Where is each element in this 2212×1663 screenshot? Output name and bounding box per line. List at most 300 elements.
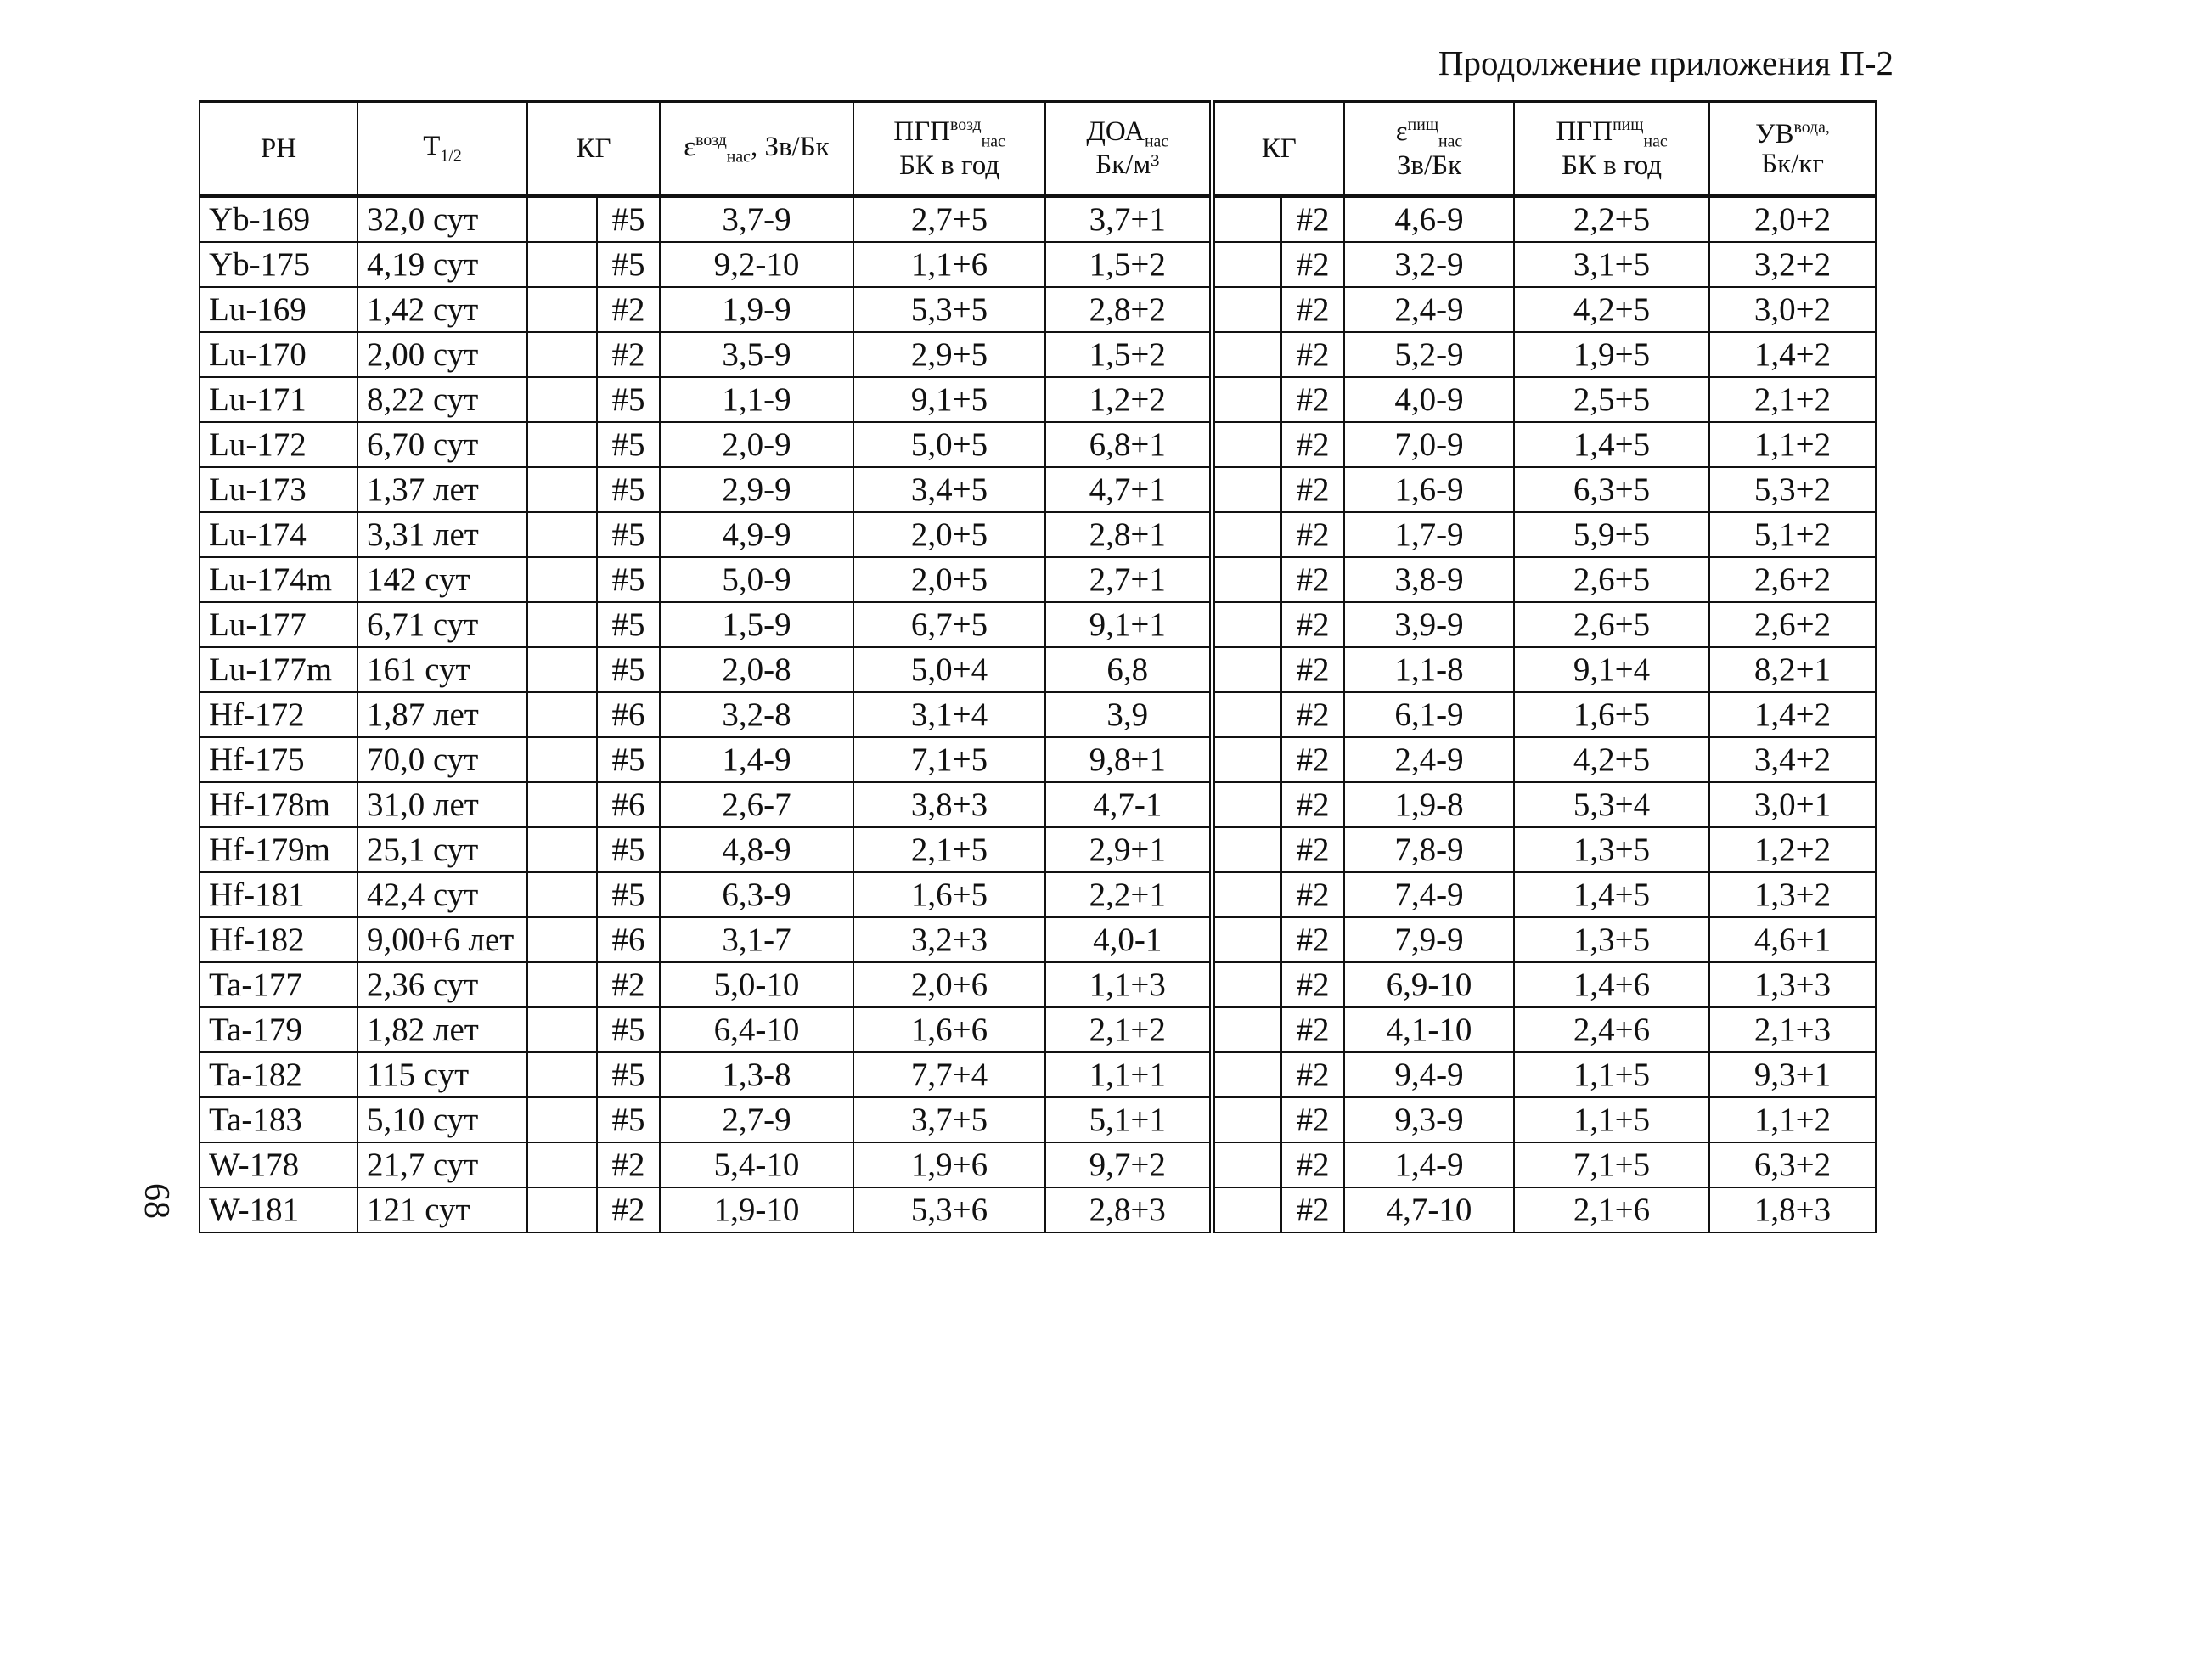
cell-halflife: 3,31 лет bbox=[357, 512, 527, 557]
cell-eps-air: 3,7-9 bbox=[660, 196, 853, 242]
cell-rn: Lu-174m bbox=[200, 557, 357, 602]
cell-eps-food: 4,6-9 bbox=[1344, 196, 1514, 242]
radionuclide-table bbox=[199, 100, 1877, 1233]
cell-empty bbox=[527, 1187, 597, 1232]
cell-empty bbox=[527, 1052, 597, 1097]
cell-uv: 2,6+2 bbox=[1709, 602, 1876, 647]
cell-pgp-food: 4,2+5 bbox=[1514, 737, 1709, 782]
cell-doa: 2,8+3 bbox=[1045, 1187, 1212, 1232]
cell-kg-air: #2 bbox=[597, 962, 660, 1007]
cell-pgp-air: 1,9+6 bbox=[853, 1142, 1045, 1187]
cell-eps-air: 3,2-8 bbox=[660, 692, 853, 737]
cell-kg-air: #5 bbox=[597, 827, 660, 872]
table-row bbox=[200, 692, 1876, 737]
table-row bbox=[200, 827, 1876, 872]
cell-halflife: 21,7 сут bbox=[357, 1142, 527, 1187]
cell-pgp-food: 1,1+5 bbox=[1514, 1052, 1709, 1097]
cell-halflife: 25,1 сут bbox=[357, 827, 527, 872]
cell-halflife: 115 сут bbox=[357, 1052, 527, 1097]
cell-kg-air: #6 bbox=[597, 692, 660, 737]
cell-pgp-air: 2,0+6 bbox=[853, 962, 1045, 1007]
header-pgp-air: $ПГП^{возд}_{нас}$ БК в год bbox=[853, 102, 1045, 197]
table-row bbox=[200, 962, 1876, 1007]
cell-empty bbox=[527, 512, 597, 557]
cell-empty bbox=[1212, 917, 1281, 962]
cell-halflife: 9,00+6 лет bbox=[357, 917, 527, 962]
cell-rn: Lu-177 bbox=[200, 602, 357, 647]
cell-rn: Lu-172 bbox=[200, 422, 357, 467]
cell-eps-food: 1,6-9 bbox=[1344, 467, 1514, 512]
cell-pgp-air: 3,4+5 bbox=[853, 467, 1045, 512]
cell-pgp-air: 2,0+5 bbox=[853, 557, 1045, 602]
cell-uv: 5,3+2 bbox=[1709, 467, 1876, 512]
table-row bbox=[200, 242, 1876, 287]
cell-eps-food: 2,4-9 bbox=[1344, 287, 1514, 332]
cell-empty bbox=[527, 422, 597, 467]
cell-doa: 2,1+2 bbox=[1045, 1007, 1212, 1052]
cell-pgp-food: 5,9+5 bbox=[1514, 512, 1709, 557]
cell-eps-food: 9,4-9 bbox=[1344, 1052, 1514, 1097]
cell-empty bbox=[527, 917, 597, 962]
cell-eps-food: 7,9-9 bbox=[1344, 917, 1514, 962]
cell-pgp-air: 6,7+5 bbox=[853, 602, 1045, 647]
table-row bbox=[200, 467, 1876, 512]
cell-empty bbox=[527, 827, 597, 872]
cell-empty bbox=[527, 1097, 597, 1142]
cell-doa: 2,8+1 bbox=[1045, 512, 1212, 557]
cell-uv: 3,2+2 bbox=[1709, 242, 1876, 287]
cell-halflife: 6,71 сут bbox=[357, 602, 527, 647]
cell-rn: Lu-171 bbox=[200, 377, 357, 422]
cell-empty bbox=[527, 467, 597, 512]
cell-kg-air: #2 bbox=[597, 1187, 660, 1232]
cell-halflife: 2,36 сут bbox=[357, 962, 527, 1007]
cell-rn: Ta-177 bbox=[200, 962, 357, 1007]
cell-empty bbox=[1212, 827, 1281, 872]
cell-eps-air: 4,9-9 bbox=[660, 512, 853, 557]
cell-eps-food: 2,4-9 bbox=[1344, 737, 1514, 782]
cell-eps-air: 2,9-9 bbox=[660, 467, 853, 512]
cell-pgp-air: 2,0+5 bbox=[853, 512, 1045, 557]
cell-halflife: 31,0 лет bbox=[357, 782, 527, 827]
page-number: 68 bbox=[137, 1183, 176, 1219]
header-eps-food: $\varepsilon^{пищ}_{нас}$ Зв/Бк bbox=[1344, 102, 1514, 197]
cell-empty bbox=[1212, 872, 1281, 917]
cell-empty bbox=[527, 242, 597, 287]
cell-pgp-food: 2,6+5 bbox=[1514, 557, 1709, 602]
cell-empty bbox=[527, 287, 597, 332]
cell-kg-air: #5 bbox=[597, 422, 660, 467]
cell-empty bbox=[1212, 782, 1281, 827]
cell-kg-food: #2 bbox=[1281, 287, 1344, 332]
cell-doa: 2,8+2 bbox=[1045, 287, 1212, 332]
cell-pgp-food: 3,1+5 bbox=[1514, 242, 1709, 287]
cell-halflife: 1,42 сут bbox=[357, 287, 527, 332]
cell-kg-air: #5 bbox=[597, 242, 660, 287]
cell-empty bbox=[527, 692, 597, 737]
cell-doa: 3,7+1 bbox=[1045, 196, 1212, 242]
cell-doa: 1,2+2 bbox=[1045, 377, 1212, 422]
header-halflife: $T_{1/2}$ bbox=[357, 102, 527, 197]
cell-empty bbox=[1212, 332, 1281, 377]
cell-halflife: 121 сут bbox=[357, 1187, 527, 1232]
cell-pgp-food: 2,4+6 bbox=[1514, 1007, 1709, 1052]
cell-pgp-food: 1,4+5 bbox=[1514, 872, 1709, 917]
cell-kg-air: #5 bbox=[597, 737, 660, 782]
cell-pgp-air: 5,3+6 bbox=[853, 1187, 1045, 1232]
cell-doa: 2,9+1 bbox=[1045, 827, 1212, 872]
cell-uv: 1,1+2 bbox=[1709, 422, 1876, 467]
cell-halflife: 142 сут bbox=[357, 557, 527, 602]
cell-uv: 1,4+2 bbox=[1709, 332, 1876, 377]
cell-kg-air: #5 bbox=[597, 467, 660, 512]
cell-pgp-air: 5,0+5 bbox=[853, 422, 1045, 467]
cell-doa: 5,1+1 bbox=[1045, 1097, 1212, 1142]
cell-pgp-food: 1,3+5 bbox=[1514, 917, 1709, 962]
cell-uv: 2,1+2 bbox=[1709, 377, 1876, 422]
cell-kg-food: #2 bbox=[1281, 557, 1344, 602]
cell-eps-air: 1,3-8 bbox=[660, 1052, 853, 1097]
cell-pgp-air: 3,8+3 bbox=[853, 782, 1045, 827]
cell-pgp-food: 7,1+5 bbox=[1514, 1142, 1709, 1187]
cell-pgp-air: 7,7+4 bbox=[853, 1052, 1045, 1097]
table-row bbox=[200, 422, 1876, 467]
cell-pgp-air: 2,7+5 bbox=[853, 196, 1045, 242]
cell-empty bbox=[1212, 512, 1281, 557]
cell-kg-food: #2 bbox=[1281, 602, 1344, 647]
header-doa: $ДОА_{нас}$ Бк/м³ bbox=[1045, 102, 1212, 197]
cell-empty bbox=[527, 872, 597, 917]
cell-doa: 6,8 bbox=[1045, 647, 1212, 692]
table-row bbox=[200, 782, 1876, 827]
cell-pgp-air: 3,7+5 bbox=[853, 1097, 1045, 1142]
cell-doa: 1,5+2 bbox=[1045, 242, 1212, 287]
cell-rn: Lu-173 bbox=[200, 467, 357, 512]
cell-kg-food: #2 bbox=[1281, 1052, 1344, 1097]
cell-pgp-food: 1,4+5 bbox=[1514, 422, 1709, 467]
cell-halflife: 1,37 лет bbox=[357, 467, 527, 512]
cell-empty bbox=[527, 1142, 597, 1187]
cell-uv: 4,6+1 bbox=[1709, 917, 1876, 962]
table-row bbox=[200, 377, 1876, 422]
cell-kg-food: #2 bbox=[1281, 332, 1344, 377]
cell-halflife: 8,22 сут bbox=[357, 377, 527, 422]
cell-rn: W-178 bbox=[200, 1142, 357, 1187]
cell-doa: 2,7+1 bbox=[1045, 557, 1212, 602]
cell-empty bbox=[527, 782, 597, 827]
cell-pgp-food: 9,1+4 bbox=[1514, 647, 1709, 692]
cell-empty bbox=[527, 602, 597, 647]
cell-empty bbox=[527, 962, 597, 1007]
cell-empty bbox=[1212, 377, 1281, 422]
cell-kg-air: #2 bbox=[597, 287, 660, 332]
cell-doa: 1,5+2 bbox=[1045, 332, 1212, 377]
cell-halflife: 70,0 сут bbox=[357, 737, 527, 782]
cell-kg-food: #2 bbox=[1281, 377, 1344, 422]
cell-eps-air: 2,0-8 bbox=[660, 647, 853, 692]
cell-eps-air: 1,9-9 bbox=[660, 287, 853, 332]
cell-pgp-food: 2,2+5 bbox=[1514, 196, 1709, 242]
cell-empty bbox=[1212, 647, 1281, 692]
cell-rn: Lu-169 bbox=[200, 287, 357, 332]
table-row bbox=[200, 512, 1876, 557]
cell-kg-air: #5 bbox=[597, 602, 660, 647]
cell-rn: Yb-175 bbox=[200, 242, 357, 287]
cell-eps-air: 2,7-9 bbox=[660, 1097, 853, 1142]
cell-doa: 2,2+1 bbox=[1045, 872, 1212, 917]
cell-doa: 3,9 bbox=[1045, 692, 1212, 737]
cell-eps-air: 3,1-7 bbox=[660, 917, 853, 962]
cell-empty bbox=[1212, 602, 1281, 647]
cell-empty bbox=[527, 557, 597, 602]
cell-eps-food: 4,7-10 bbox=[1344, 1187, 1514, 1232]
cell-uv: 9,3+1 bbox=[1709, 1052, 1876, 1097]
cell-kg-air: #5 bbox=[597, 196, 660, 242]
cell-empty bbox=[1212, 1142, 1281, 1187]
cell-eps-food: 6,9-10 bbox=[1344, 962, 1514, 1007]
cell-eps-food: 4,0-9 bbox=[1344, 377, 1514, 422]
cell-pgp-food: 1,9+5 bbox=[1514, 332, 1709, 377]
cell-empty bbox=[1212, 962, 1281, 1007]
cell-empty bbox=[1212, 196, 1281, 242]
table-row bbox=[200, 1007, 1876, 1052]
cell-halflife: 2,00 сут bbox=[357, 332, 527, 377]
cell-eps-air: 3,5-9 bbox=[660, 332, 853, 377]
cell-pgp-air: 3,1+4 bbox=[853, 692, 1045, 737]
cell-empty bbox=[1212, 1097, 1281, 1142]
cell-eps-food: 7,0-9 bbox=[1344, 422, 1514, 467]
cell-kg-air: #5 bbox=[597, 557, 660, 602]
cell-empty bbox=[1212, 1187, 1281, 1232]
cell-kg-food: #2 bbox=[1281, 647, 1344, 692]
cell-eps-food: 1,1-8 bbox=[1344, 647, 1514, 692]
table-row bbox=[200, 1052, 1876, 1097]
cell-kg-air: #5 bbox=[597, 872, 660, 917]
continuation-caption: Продолжение приложения П-2 bbox=[1438, 43, 1894, 82]
cell-kg-air: #6 bbox=[597, 782, 660, 827]
cell-uv: 6,3+2 bbox=[1709, 1142, 1876, 1187]
cell-kg-food: #2 bbox=[1281, 1007, 1344, 1052]
cell-kg-food: #2 bbox=[1281, 422, 1344, 467]
cell-halflife: 6,70 сут bbox=[357, 422, 527, 467]
cell-kg-food: #2 bbox=[1281, 962, 1344, 1007]
table-row bbox=[200, 737, 1876, 782]
cell-kg-food: #2 bbox=[1281, 872, 1344, 917]
cell-doa: 1,1+1 bbox=[1045, 1052, 1212, 1097]
cell-kg-air: #5 bbox=[597, 377, 660, 422]
table-row bbox=[200, 602, 1876, 647]
cell-pgp-air: 1,6+5 bbox=[853, 872, 1045, 917]
header-pgp-food: $ПГП^{пищ}_{нас}$ БК в год bbox=[1514, 102, 1709, 197]
cell-kg-food: #2 bbox=[1281, 827, 1344, 872]
table-row bbox=[200, 557, 1876, 602]
cell-eps-food: 1,9-8 bbox=[1344, 782, 1514, 827]
cell-rn: Hf-182 bbox=[200, 917, 357, 962]
cell-eps-air: 6,4-10 bbox=[660, 1007, 853, 1052]
cell-eps-food: 5,2-9 bbox=[1344, 332, 1514, 377]
cell-halflife: 5,10 сут bbox=[357, 1097, 527, 1142]
cell-halflife: 42,4 сут bbox=[357, 872, 527, 917]
table-row bbox=[200, 1142, 1876, 1187]
cell-eps-food: 7,8-9 bbox=[1344, 827, 1514, 872]
table-row bbox=[200, 196, 1876, 242]
cell-pgp-air: 2,1+5 bbox=[853, 827, 1045, 872]
cell-eps-food: 3,2-9 bbox=[1344, 242, 1514, 287]
cell-kg-air: #5 bbox=[597, 1052, 660, 1097]
header-kg-air: КГ bbox=[527, 102, 660, 197]
cell-pgp-air: 5,0+4 bbox=[853, 647, 1045, 692]
cell-kg-food: #2 bbox=[1281, 512, 1344, 557]
cell-empty bbox=[527, 377, 597, 422]
cell-rn: Lu-170 bbox=[200, 332, 357, 377]
cell-uv: 3,0+1 bbox=[1709, 782, 1876, 827]
cell-rn: Ta-183 bbox=[200, 1097, 357, 1142]
cell-kg-food: #2 bbox=[1281, 1097, 1344, 1142]
cell-pgp-air: 5,3+5 bbox=[853, 287, 1045, 332]
cell-kg-food: #2 bbox=[1281, 196, 1344, 242]
cell-eps-air: 2,6-7 bbox=[660, 782, 853, 827]
cell-doa: 4,0-1 bbox=[1045, 917, 1212, 962]
cell-kg-food: #2 bbox=[1281, 737, 1344, 782]
cell-empty bbox=[527, 1007, 597, 1052]
cell-pgp-food: 2,6+5 bbox=[1514, 602, 1709, 647]
cell-doa: 4,7+1 bbox=[1045, 467, 1212, 512]
cell-kg-food: #2 bbox=[1281, 782, 1344, 827]
cell-pgp-air: 1,1+6 bbox=[853, 242, 1045, 287]
cell-pgp-food: 4,2+5 bbox=[1514, 287, 1709, 332]
cell-uv: 1,8+3 bbox=[1709, 1187, 1876, 1232]
cell-rn: Yb-169 bbox=[200, 196, 357, 242]
cell-eps-air: 5,0-10 bbox=[660, 962, 853, 1007]
cell-uv: 3,4+2 bbox=[1709, 737, 1876, 782]
cell-kg-food: #2 bbox=[1281, 1187, 1344, 1232]
cell-pgp-air: 3,2+3 bbox=[853, 917, 1045, 962]
cell-eps-food: 1,7-9 bbox=[1344, 512, 1514, 557]
cell-uv: 1,4+2 bbox=[1709, 692, 1876, 737]
cell-eps-food: 4,1-10 bbox=[1344, 1007, 1514, 1052]
cell-uv: 8,2+1 bbox=[1709, 647, 1876, 692]
cell-pgp-food: 2,1+6 bbox=[1514, 1187, 1709, 1232]
cell-eps-air: 1,5-9 bbox=[660, 602, 853, 647]
cell-kg-air: #2 bbox=[597, 1142, 660, 1187]
table-row bbox=[200, 647, 1876, 692]
cell-rn: Lu-177m bbox=[200, 647, 357, 692]
cell-doa: 1,1+3 bbox=[1045, 962, 1212, 1007]
cell-halflife: 1,82 лет bbox=[357, 1007, 527, 1052]
cell-halflife: 1,87 лет bbox=[357, 692, 527, 737]
cell-eps-air: 5,0-9 bbox=[660, 557, 853, 602]
header-rn: PH bbox=[200, 102, 357, 197]
cell-doa: 9,7+2 bbox=[1045, 1142, 1212, 1187]
table-row bbox=[200, 1187, 1876, 1232]
cell-doa: 4,7-1 bbox=[1045, 782, 1212, 827]
cell-halflife: 32,0 сут bbox=[357, 196, 527, 242]
cell-eps-food: 7,4-9 bbox=[1344, 872, 1514, 917]
cell-pgp-food: 1,4+6 bbox=[1514, 962, 1709, 1007]
cell-uv: 1,2+2 bbox=[1709, 827, 1876, 872]
header-uv: $УВ^{вода,}$ Бк/кг bbox=[1709, 102, 1876, 197]
cell-empty bbox=[1212, 1052, 1281, 1097]
cell-empty bbox=[1212, 422, 1281, 467]
cell-eps-air: 2,0-9 bbox=[660, 422, 853, 467]
cell-uv: 1,3+2 bbox=[1709, 872, 1876, 917]
cell-eps-food: 3,9-9 bbox=[1344, 602, 1514, 647]
cell-kg-food: #2 bbox=[1281, 467, 1344, 512]
cell-kg-food: #2 bbox=[1281, 917, 1344, 962]
cell-doa: 6,8+1 bbox=[1045, 422, 1212, 467]
cell-kg-air: #5 bbox=[597, 1097, 660, 1142]
cell-pgp-food: 5,3+4 bbox=[1514, 782, 1709, 827]
cell-empty bbox=[1212, 242, 1281, 287]
cell-eps-food: 1,4-9 bbox=[1344, 1142, 1514, 1187]
cell-pgp-air: 9,1+5 bbox=[853, 377, 1045, 422]
cell-empty bbox=[527, 647, 597, 692]
cell-pgp-air: 1,6+6 bbox=[853, 1007, 1045, 1052]
cell-eps-food: 6,1-9 bbox=[1344, 692, 1514, 737]
table-row bbox=[200, 872, 1876, 917]
cell-empty bbox=[527, 332, 597, 377]
cell-empty bbox=[1212, 1007, 1281, 1052]
cell-uv: 5,1+2 bbox=[1709, 512, 1876, 557]
header-kg-food: КГ bbox=[1212, 102, 1344, 197]
cell-rn: Ta-182 bbox=[200, 1052, 357, 1097]
cell-pgp-air: 2,9+5 bbox=[853, 332, 1045, 377]
cell-rn: W-181 bbox=[200, 1187, 357, 1232]
header-row bbox=[200, 102, 1876, 197]
cell-uv: 2,1+3 bbox=[1709, 1007, 1876, 1052]
cell-doa: 9,1+1 bbox=[1045, 602, 1212, 647]
cell-uv: 1,1+2 bbox=[1709, 1097, 1876, 1142]
cell-rn: Hf-178m bbox=[200, 782, 357, 827]
cell-rn: Hf-172 bbox=[200, 692, 357, 737]
cell-rn: Hf-179m bbox=[200, 827, 357, 872]
cell-kg-food: #2 bbox=[1281, 242, 1344, 287]
cell-kg-air: #5 bbox=[597, 647, 660, 692]
cell-empty bbox=[1212, 467, 1281, 512]
cell-eps-air: 4,8-9 bbox=[660, 827, 853, 872]
cell-pgp-air: 7,1+5 bbox=[853, 737, 1045, 782]
cell-uv: 2,6+2 bbox=[1709, 557, 1876, 602]
cell-rn: Hf-175 bbox=[200, 737, 357, 782]
cell-empty bbox=[1212, 557, 1281, 602]
cell-empty bbox=[527, 196, 597, 242]
header-eps-air: $\varepsilon^{возд}_{нас}$, Зв/Бк bbox=[660, 102, 853, 197]
cell-rn: Hf-181 bbox=[200, 872, 357, 917]
cell-kg-air: #2 bbox=[597, 332, 660, 377]
cell-pgp-food: 1,6+5 bbox=[1514, 692, 1709, 737]
cell-empty bbox=[1212, 737, 1281, 782]
table-row bbox=[200, 1097, 1876, 1142]
cell-kg-air: #6 bbox=[597, 917, 660, 962]
table-row bbox=[200, 917, 1876, 962]
cell-empty bbox=[527, 737, 597, 782]
cell-pgp-food: 1,1+5 bbox=[1514, 1097, 1709, 1142]
cell-rn: Lu-174 bbox=[200, 512, 357, 557]
table-row bbox=[200, 287, 1876, 332]
cell-uv: 2,0+2 bbox=[1709, 196, 1876, 242]
cell-eps-air: 1,9-10 bbox=[660, 1187, 853, 1232]
cell-pgp-food: 6,3+5 bbox=[1514, 467, 1709, 512]
table-row bbox=[200, 332, 1876, 377]
cell-halflife: 4,19 сут bbox=[357, 242, 527, 287]
cell-uv: 3,0+2 bbox=[1709, 287, 1876, 332]
cell-kg-food: #2 bbox=[1281, 692, 1344, 737]
cell-pgp-food: 2,5+5 bbox=[1514, 377, 1709, 422]
cell-eps-food: 3,8-9 bbox=[1344, 557, 1514, 602]
cell-pgp-food: 1,3+5 bbox=[1514, 827, 1709, 872]
cell-eps-air: 1,1-9 bbox=[660, 377, 853, 422]
table-body bbox=[200, 196, 1876, 1232]
